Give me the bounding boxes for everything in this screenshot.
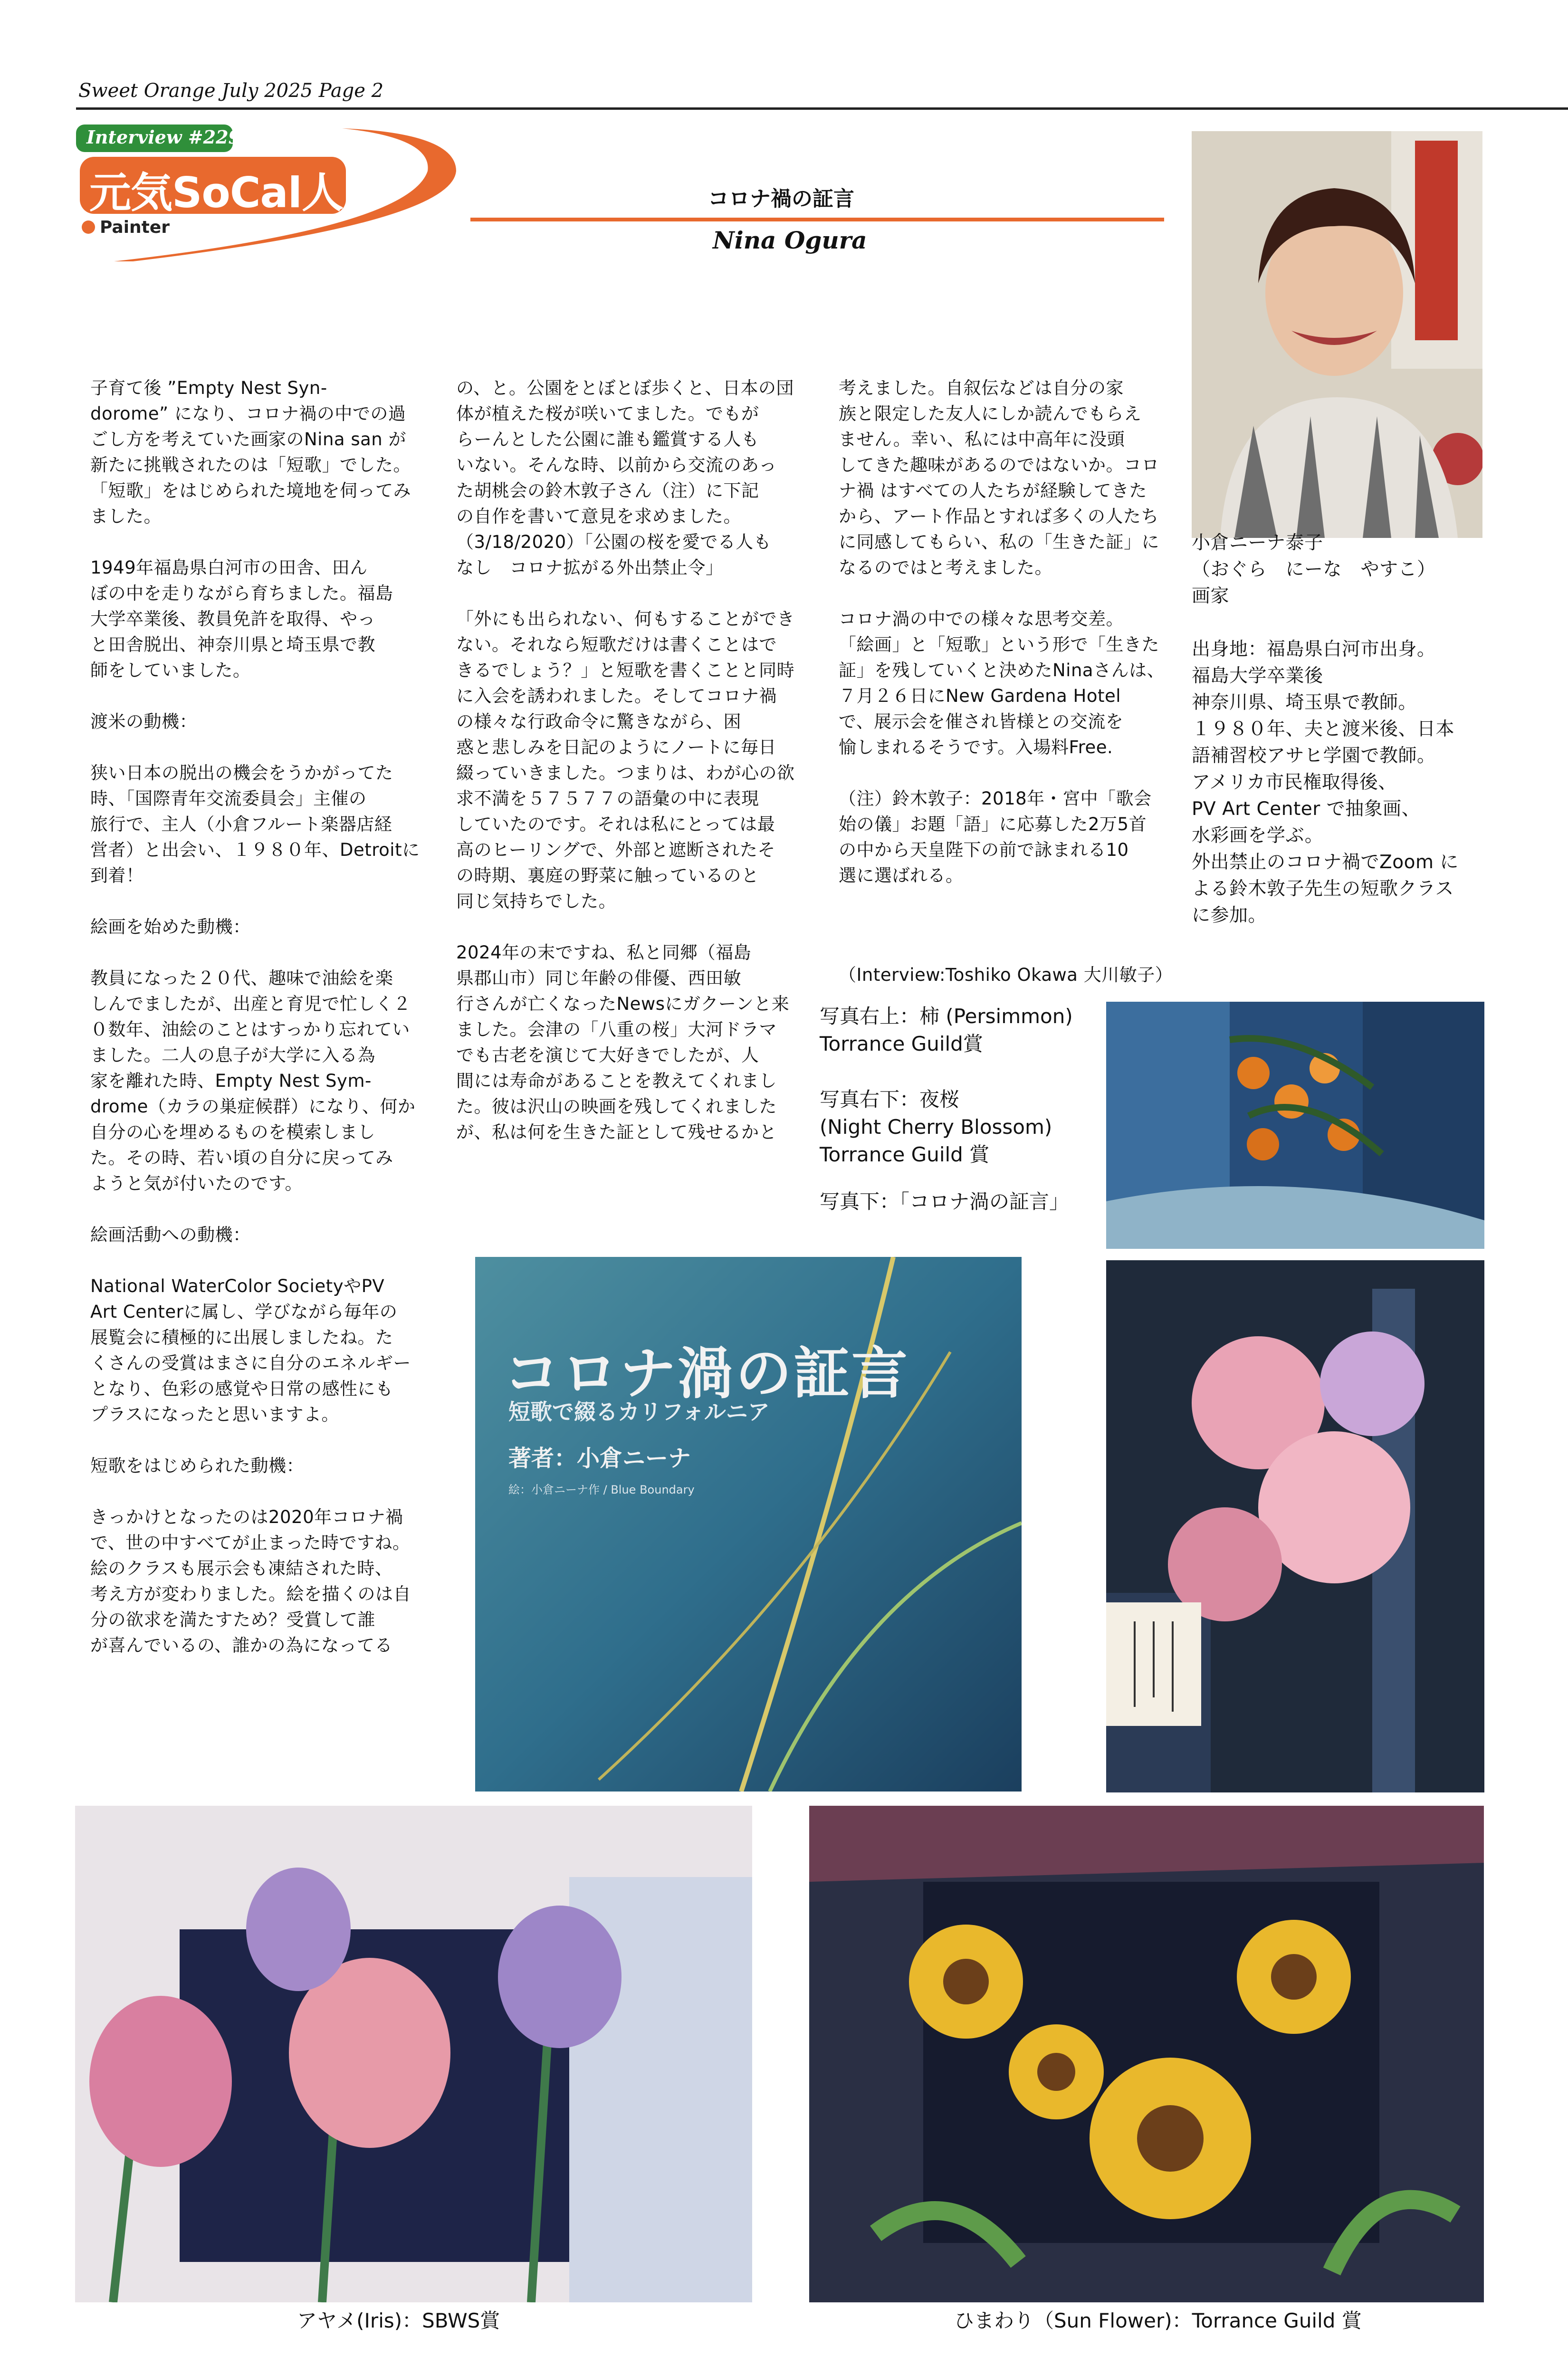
- book-title: コロナ渦の証言: [504, 1341, 910, 1406]
- profile-text: 小倉ニーナ泰子 （おぐら にーな やすこ） 画家 出身地：福島県白河市出身。 福島大学卒業後 神奈川県、埼玉県で教師。 １９８０年、夫と渡米後、日本 語補習校アサヒ学園で教師。 アメリカ市民権取得後、 PV Art Center で抽象画、 水彩画を学ぶ。 外出禁止のコロナ禍でZoom に よる鈴木敦子先生の短歌クラス に参加。: [1192, 532, 1459, 926]
- iris-painting: [75, 1806, 752, 2302]
- series-title: 元気SoCal人: [89, 168, 343, 217]
- night-cherry-painting: [1106, 1260, 1484, 1792]
- title-rule: [470, 218, 1164, 221]
- persimmon-painting: [1106, 1002, 1484, 1249]
- caption-sunflower: ひまわり（Sun Flower)：Torrance Guild 賞: [954, 2309, 1362, 2332]
- article-column-1: 子育て後 ”Empty Nest Syn- dorome” になり、コロナ禍の中での過 ごし方を考えていた画家のNina san が 新たに挑戦されたのは「短歌」でした。 「短歌」をはじめられた境地を伺ってみ ました。 1949年福島県白河市の田舎、田ん ぼの中を走りながら育ちました。福島 大学卒業後、教員免許を取得、やっ と田舎脱出、神奈川県と埼玉県で教 師をしていました。 渡米の動機： 狭い日本の脱出の機会をうかがってた 時、「国際青年交流委員会」主催の 旅行で、主人（小倉フルート楽器店経 営者）と出会い、１９８０年、Detroitに 到着！ 絵画を始めた動機： 教員になった２０代、趣味で油絵を楽 しんでましたが、出産と育児で忙しく２ ０数年、油絵のことはすっかり忘れてい ました。二人の息子が大学に入る為 家を離れた時、Empty Nest Sym- drome（カラの巣症候群）になり、何か 自分の心を埋めるものを模索しまし た。その時、若い頃の自分に戻ってみ ようと気が付いたのです。 絵画活動への動機： National WaterColor SocietyやPV Art Centerに属し、学びながら毎年の 展覧会に積極的に出展しましたね。た くさんの受賞はまさに自分のエネルギー となり、色彩の感覚や日常の感性にも プラスになったと思いますよ。 短歌をはじめられた動機： きっかけとなったのは2020年コロナ禍 で、世の中すべてが止まった時ですね。 絵のクラスも展示会も凍結された時、 考え方が変わりました。絵を描くのは自 分の欲求を満たすため？受賞して誰 が喜んでいるの、誰かの為になってる: [90, 378, 420, 1656]
- interview-number: Interview #229: [86, 126, 241, 148]
- book-illustrator: 絵：小倉ニーナ作 / Blue Boundary: [508, 1483, 695, 1496]
- caption-night-cherry: 写真右下：夜桜 (Night Cherry Blossom) Torrance Guild 賞: [820, 1088, 1052, 1166]
- book-cover: [475, 1257, 1022, 1792]
- article-title: コロナ禍の証言: [708, 187, 854, 211]
- article-column-3: 考えました。自叙伝などは自分の家 族と限定した友人にしか読んでもらえ ません。幸い、私には中高年に没頭 してきた趣味があるのではないか。コロ ナ禍 はすべての人たちが経験してきた から、アート作品とすれば多くの人たち に同感してもらい、私の「生きた証」に なるのではと考えました。 コロナ渦の中での様々な思考交差。 「絵画」と「短歌」という形で「生きた 証」を残していくと決めたNinaさんは、 ７月２６日にNew Gardena Hotel で、展示会を催され皆様との交流を 愉しまれるそうです。入場料Free. （注）鈴木敦子：2018年・宮中「歌会 始の儀」お題「語」に応募した2万5首 の中から天皇陛下の前で詠まれる10 選に選ばれる。: [839, 378, 1165, 886]
- book-subtitle: 短歌で綴るカリフォルニア: [508, 1399, 770, 1425]
- book-author: 著者：小倉ニーナ: [508, 1445, 691, 1472]
- portrait-photo: [1192, 131, 1482, 538]
- caption-iris: アヤメ(Iris)：SBWS賞: [297, 2309, 500, 2332]
- caption-persimmon: 写真右上：柿 (Persimmon) Torrance Guild賞: [820, 1005, 1073, 1055]
- interview-badge: [76, 119, 466, 271]
- role-label: Painter: [100, 218, 170, 237]
- interview-credit: （Interview:Toshiko Okawa 大川敏子）: [839, 965, 1173, 985]
- caption-book: 写真下：「コロナ渦の証言」: [820, 1190, 1070, 1213]
- sunflower-painting: [809, 1806, 1484, 2302]
- article-column-2: の、と。公園をとぼとぼ歩くと、日本の団 体が植えた桜が咲いてました。でもが らーんとした公園に誰も鑑賞する人も いない。そんな時、以前から交流のあっ た胡桃会の鈴木敦子さん（注）に下記 の自作を書いて意見を求めました。 （3/18/2020）「公園の桜を愛でる人も なし コロナ拡がる外出禁止令」 「外にも出られない、何もすることができ ない。それなら短歌だけは書くことはで きるでしょう？」と短歌を書くことと同時 に入会を誘われました。そしてコロナ禍 の様々な行政命令に驚きながら、困 惑と悲しみを日記のようにノートに毎日 綴っていきました。つまりは、わが心の欲 求不満を５７５７７の語彙の中に表現 していたのです。それは私にとっては最 高のヒーリングで、外部と遮断されたそ の時期、裏庭の野菜に触っているのと 同じ気持ちでした。 2024年の末ですね、私と同郷（福島 県郡山市）同じ年齢の俳優、西田敏 行さんが亡くなったNewsにガクーンと来 ました。会津の「八重の桜」大河ドラマ でも古老を演じて大好きでしたが、人 間には寿命があることを教えてくれまし た。彼は沢山の映画を残してくれました が、私は何を生きた証として残せるかと: [456, 378, 795, 1142]
- byline: Nina Ogura: [713, 226, 867, 254]
- header-rule: [76, 107, 1568, 110]
- running-head: Sweet Orange July 2025 Page 2: [78, 80, 384, 102]
